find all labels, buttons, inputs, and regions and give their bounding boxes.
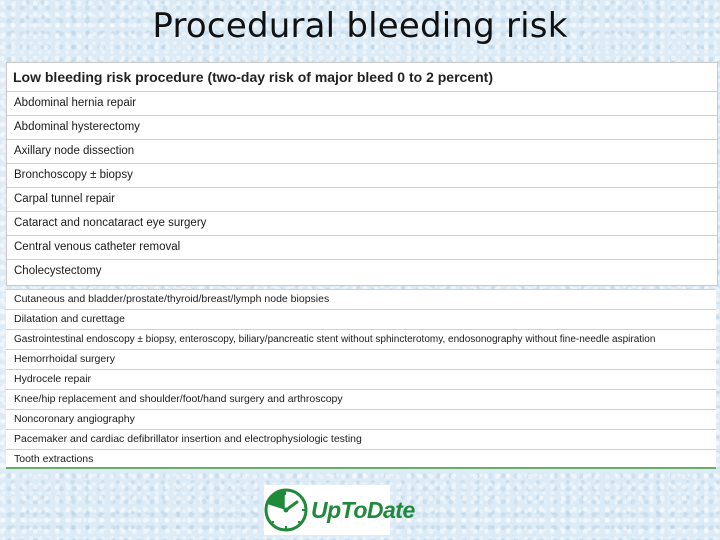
table-row: Knee/hip replacement and shoulder/foot/hand surgery and arthroscopy — [6, 390, 716, 410]
table-row: Dilatation and curettage — [6, 310, 716, 330]
table-row: Hydrocele repair — [6, 370, 716, 390]
table-header: Low bleeding risk procedure (two-day risk of major bleed 0 to 2 percent) — [7, 63, 717, 92]
logo-wordmark: UpToDate — [311, 496, 415, 523]
bleeding-risk-table-top — [6, 62, 718, 286]
slide-title: Procedural bleeding risk — [152, 6, 568, 46]
clock-logo-icon — [264, 488, 308, 532]
uptodate-logo — [264, 485, 415, 535]
table-row: Cholecystectomy — [14, 265, 102, 277]
table-row: Tooth extractions — [14, 453, 94, 465]
table-row: Hemorrhoidal surgery — [6, 350, 716, 370]
table-row: Abdominal hysterectomy — [7, 116, 717, 140]
table-row: Carpal tunnel repair — [7, 188, 717, 212]
table-row: Pacemaker and cardiac defibrillator insertion and electrophysiologic testing — [6, 430, 716, 450]
table-row: Cataract and noncataract eye surgery — [7, 212, 717, 236]
table-row: Axillary node dissection — [7, 140, 717, 164]
table-row: Noncoronary angiography — [6, 410, 716, 430]
table-row: Central venous catheter removal — [7, 236, 717, 260]
table-row: Abdominal hernia repair — [7, 92, 717, 116]
bleeding-risk-table-bottom — [6, 289, 716, 469]
table-row: Cutaneous and bladder/prostate/thyroid/breast/lymph node biopsies — [6, 289, 716, 310]
table-row: Bronchoscopy ± biopsy — [7, 164, 717, 188]
table-row: Gastrointestinal endoscopy ± biopsy, enteroscopy, biliary/pancreatic stent without sphincterotomy, endosonography without fine-needle aspiration — [6, 330, 716, 350]
